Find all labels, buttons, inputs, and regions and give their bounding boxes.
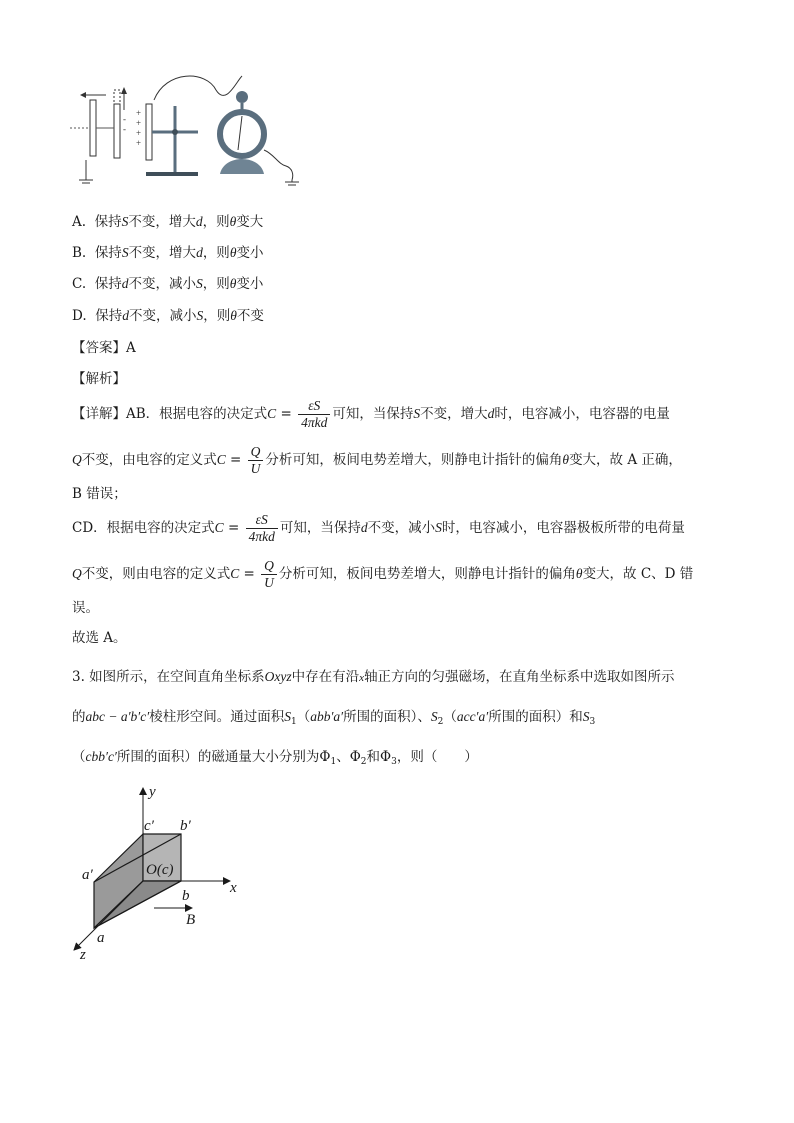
prism-coordinate-figure bbox=[64, 782, 264, 964]
detail-line-6: 误。 bbox=[72, 600, 99, 616]
label-a-prime: a′ bbox=[82, 867, 93, 883]
detail-line-2: Q不变，由电容的定义式C = $\frac{Q}{U}$ 分析可知，板间电势差增大，则静电计指针的偏角θ变大，故 A 正确， bbox=[72, 444, 682, 476]
svg-text:+: + bbox=[136, 118, 142, 128]
capacitance-definition: $\frac{Q}{U}$ bbox=[248, 444, 264, 477]
capacitor-electrometer-figure bbox=[66, 70, 316, 195]
question-3-line-2: 的abc − a′b′c′棱柱形空间。通过面积$S_1(abb'a'$所围的面积）、$S_2(acc'a'$所围的面积）和$S_3$ bbox=[72, 709, 596, 727]
detail-line-5: Q不变，则由电容的定义式C = $\frac{Q}{U}$ 分析可知，板间电势差增大，则静电计指针的偏角θ变大，故 C、D 错 bbox=[72, 558, 694, 590]
capacitance-definition-2: $\frac{Q}{U}$ bbox=[261, 558, 277, 591]
label-field-b: B bbox=[186, 912, 196, 928]
label-origin: O(c) bbox=[146, 862, 174, 878]
detail-line-3: B 错误； bbox=[72, 486, 127, 502]
label-z: z bbox=[80, 947, 86, 963]
option-a[interactable]: A. 保持S不变，增大d，则θ变大 bbox=[72, 214, 264, 230]
detail-line-1: 【详解】AB．根据电容的决定式C = $\frac{\varepsilon S}{\text{4πkd}}$ 可知，当保持S不变，增大d时，电容减小，电容器的电量 bbox=[72, 398, 670, 430]
detail-line-4: CD．根据电容的决定式C = $\frac{\varepsilon S}{\text{4πkd}}$ 可知，当保持d不变，减小S时，电容减小，电容器极板所带的电荷量 bbox=[72, 512, 685, 544]
label-a: a bbox=[97, 930, 105, 946]
label-x: x bbox=[230, 880, 237, 896]
answer-label: 【答案】 bbox=[72, 340, 126, 356]
option-b[interactable]: B. 保持S不变，增大d，则θ变小 bbox=[72, 245, 264, 261]
svg-text:+: + bbox=[136, 138, 142, 148]
question-3-line-3: （cbb′c′所围的面积）的磁通量大小分别为$\Phi_1$、$\Phi_2$和$\Phi_3$，则（ ） bbox=[72, 749, 478, 767]
svg-text:+: + bbox=[136, 128, 142, 138]
analysis-label: 【解析】 bbox=[72, 371, 126, 387]
option-c[interactable]: C. 保持d不变，减小S，则θ变小 bbox=[72, 276, 264, 292]
label-b: b bbox=[182, 888, 190, 904]
conclusion: 故选 A。 bbox=[72, 630, 127, 646]
label-y: y bbox=[149, 784, 156, 800]
answer-value: A bbox=[126, 340, 136, 356]
label-c-prime: c′ bbox=[144, 818, 154, 834]
svg-text:-: - bbox=[123, 114, 126, 124]
answer-line bbox=[72, 338, 136, 358]
plate-stand bbox=[146, 104, 198, 174]
question-3-line-1: 3. 如图所示，在空间直角坐标系Oxyz中存在有沿x轴正方向的匀强磁场，在直角坐标系中选取如图所示 bbox=[72, 669, 675, 685]
svg-text:+: + bbox=[136, 108, 142, 118]
capacitor-plates bbox=[70, 87, 141, 158]
option-d[interactable]: D. 保持d不变，减小S，则θ不变 bbox=[72, 308, 264, 324]
label-b-prime: b′ bbox=[180, 818, 191, 834]
capacitance-formula-2: $\frac{\varepsilon S}{\text{4πkd}}$ bbox=[246, 512, 278, 545]
capacitance-formula: $\frac{\varepsilon S}{\text{4πkd}}$ bbox=[298, 398, 330, 431]
svg-text:-: - bbox=[123, 124, 126, 134]
